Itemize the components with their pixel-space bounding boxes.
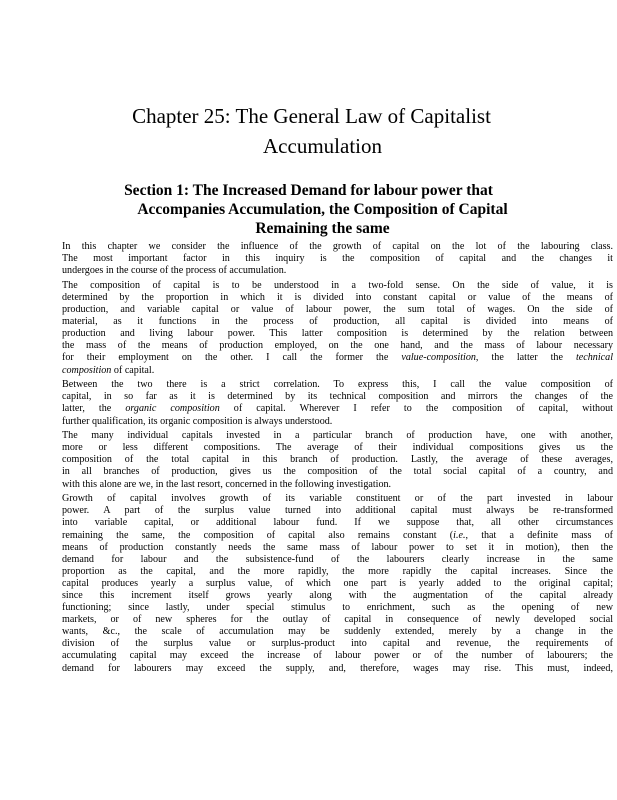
emphasis-text: technical bbox=[576, 352, 613, 364]
text-line: with this alone are we, in the last resort, concerned in the following investigation. bbox=[62, 478, 392, 490]
section-heading-line-3: Remaining the same bbox=[255, 220, 390, 237]
text-line: functioning; since lastly, under special stimulus to enrichment, such as the opening of new bbox=[62, 602, 613, 614]
text-line: The composition of capital is to be understood in a two-fold sense. On the side of value, it is bbox=[62, 279, 613, 291]
text-line: markets, or of new spheres for the outlay of capital in consequence of newly developed social bbox=[62, 614, 613, 626]
text-line: since this increment itself grows yearly along with the augmentation of the capital already bbox=[62, 590, 613, 601]
text-line: power. A part of the surplus value turned into additional capital must always be re-transformed bbox=[62, 505, 613, 517]
text-line: Growth of capital involves growth of its variable constituent or of the part invested in labour bbox=[62, 493, 613, 505]
text-line: accumulating capital may exceed the increase of labour power or of the number of labourers; the bbox=[62, 650, 613, 662]
plain-text: for their employment on the other. I call the former the bbox=[62, 352, 402, 364]
text-line bbox=[62, 352, 613, 364]
text-line: demand for labourers may exceed the supply, and, therefore, wages may rise. This must, indeed, bbox=[62, 662, 613, 674]
plain-text: remaining the same, the composition of capital also remains constant ( bbox=[62, 529, 454, 541]
text-line: means of production constantly needs the same mass of labour power to set it in motion), then the bbox=[62, 541, 613, 553]
emphasis-text: composition bbox=[62, 364, 112, 376]
text-line: material, as it functions in the process of production, all capital is divided into means of bbox=[62, 316, 613, 328]
text-line bbox=[62, 365, 613, 377]
paragraph bbox=[62, 280, 613, 377]
plain-text: of capital. bbox=[111, 364, 155, 376]
body-text bbox=[62, 241, 613, 677]
text-line: capital, in so far as it is determined by its technical composition and mirrors the changes of the bbox=[62, 391, 613, 403]
section-heading-line-2: Accompanies Accumulation, the Composition of Capital bbox=[137, 201, 508, 218]
paragraph bbox=[62, 241, 613, 277]
section-heading-line-1: Section 1: The Increased Demand for labour power that bbox=[124, 182, 493, 199]
chapter-title-line-1: Chapter 25: The General Law of Capitalist bbox=[132, 104, 491, 128]
text-line: more or less different compositions. The average of their individual compositions gives us the bbox=[62, 442, 613, 454]
text-line: the mass of the means of production employed, on the one hand, and the mass of labour necessary bbox=[62, 340, 613, 352]
plain-text: , the latter the bbox=[475, 352, 576, 364]
emphasis-text: organic composition bbox=[125, 403, 220, 415]
plain-text: of capital. Wherever I refer to the composition of capital, without bbox=[219, 403, 613, 415]
text-line: Between the two there is a strict correlation. To express this, I call the value composition of bbox=[62, 379, 613, 391]
paragraph bbox=[62, 379, 613, 427]
plain-text: , that a definite mass of bbox=[465, 529, 613, 541]
text-line: wants, &c., the scale of accumulation may be suddenly extended, merely by a change in the bbox=[62, 626, 613, 638]
text-line: The many individual capitals invested in a particular branch of production have, one with another, bbox=[62, 430, 613, 442]
text-line: In this chapter we consider the influence of the growth of capital on the lot of the labouring class. bbox=[62, 241, 613, 252]
text-line: production, and variable capital or value of labour power, the sum total of wages. On the side of bbox=[62, 304, 613, 316]
text-line bbox=[62, 530, 613, 542]
text-line: further qualification, its organic composition is always understood. bbox=[62, 415, 333, 427]
plain-text: latter, the bbox=[62, 403, 126, 415]
paragraph bbox=[62, 430, 613, 490]
emphasis-text: value-composition bbox=[401, 352, 476, 364]
text-line: undergoes in the course of the process of accumulation. bbox=[62, 265, 287, 277]
text-line bbox=[62, 403, 613, 415]
text-line: The most important factor in this inquiry is the composition of capital and the changes it bbox=[62, 253, 613, 265]
text-line: proportion as the capital, and the more rapidly, the more rapidly the capital increases. Since the bbox=[62, 565, 613, 577]
text-line: determined by the proportion in which it is divided into constant capital or value of the means of bbox=[62, 291, 613, 303]
paragraph bbox=[62, 493, 613, 674]
text-line: capital produces yearly a surplus value, of which one part is yearly added to the original capital; bbox=[62, 577, 613, 589]
chapter-title-line-2: Accumulation bbox=[263, 134, 382, 158]
text-line: division of the surplus value or surplus-product into capital and revenue, the requirements of bbox=[62, 638, 613, 650]
text-line: production and living labour power. This latter composition is determined by the relation between bbox=[62, 328, 613, 340]
text-line: demand for labour and the subsistence-fund of the labourers clearly increase in the same bbox=[62, 553, 613, 565]
text-line: in all branches of production, gives us the composition of the total social capital of a country, and bbox=[62, 466, 613, 478]
text-line: into variable capital, or additional labour fund. If we suppose that, all other circumstances bbox=[62, 517, 613, 529]
emphasis-text: i.e. bbox=[453, 529, 466, 541]
text-line: composition of the total capital in this branch of production. Lastly, the average of these averages, bbox=[62, 454, 613, 466]
